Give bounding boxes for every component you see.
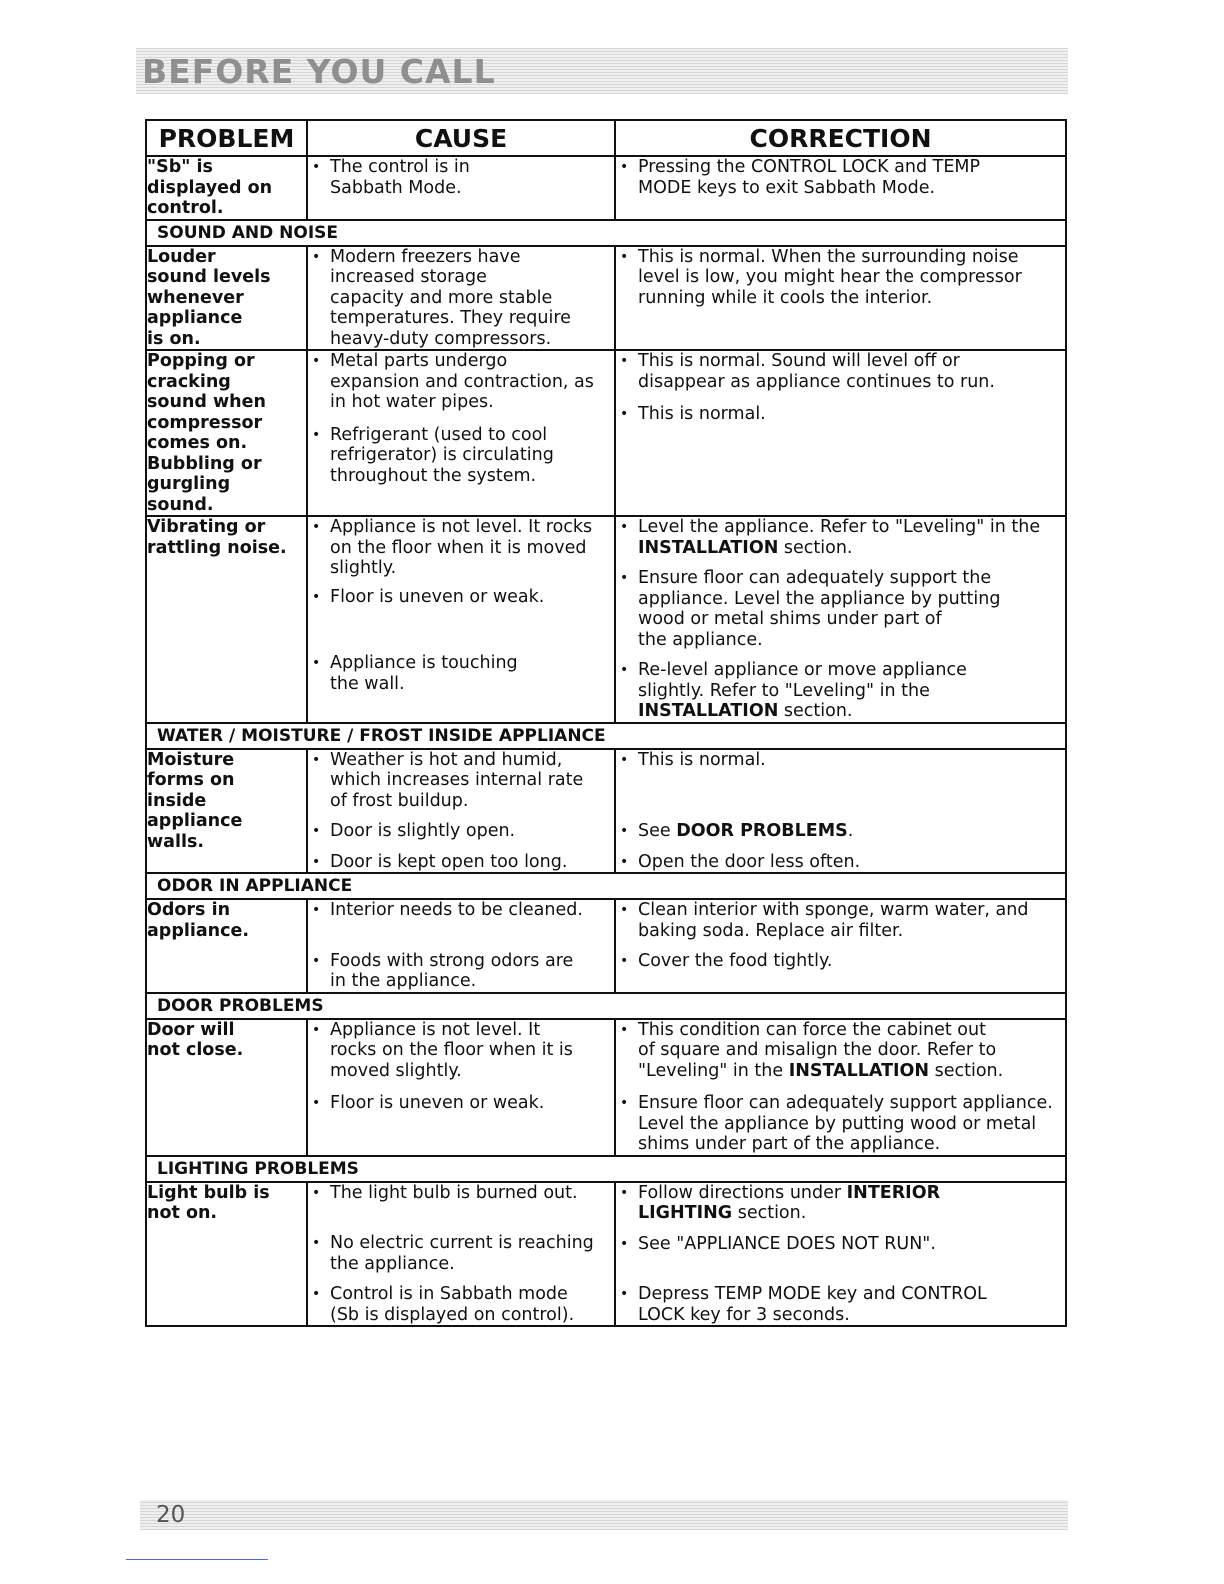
correction-cell [615, 156, 1066, 220]
table-row [146, 1182, 1066, 1327]
table-header-row [146, 120, 1066, 156]
header-cause: CAUSE [307, 120, 615, 156]
cause-cell [307, 1019, 615, 1156]
troubleshooting-table [145, 119, 1067, 1327]
correction-text: . [847, 821, 854, 841]
correction-item [616, 750, 1065, 771]
cause-item: • Metal parts undergo expansion and contraction, as in hot water pipes. [308, 351, 614, 413]
cause-item: • Appliance is touching the wall. [308, 653, 614, 694]
section-row [146, 873, 1066, 899]
cause-item: • Refrigerant (used to cool refrigerator) is circulating throughout the system. [308, 425, 614, 487]
section-door-problems: DOOR PROBLEMS [146, 993, 1066, 1019]
cause-item: • Foods with strong odors are in the appliance. [308, 951, 614, 992]
correction-text: section. [929, 1060, 1004, 1081]
correction-text: Follow directions under [638, 1182, 847, 1203]
footer-divider [126, 1559, 268, 1560]
correction-bold: INSTALLATION [638, 701, 779, 721]
problem-cell: Light bulb is not on. [146, 1182, 307, 1327]
cause-item: • Control is in Sabbath mode (Sb is displayed on control). [308, 1284, 614, 1325]
cause-item: • No electric current is reaching the appliance. [308, 1233, 614, 1274]
section-water-moisture-frost: WATER / MOISTURE / FROST INSIDE APPLIANCE [146, 723, 1066, 749]
correction-item [616, 517, 1065, 558]
cause-item: • Appliance is not level. It rocks on the floor when it is moved slightly. [308, 517, 614, 579]
correction-text: This is normal. [638, 749, 766, 770]
cause-cell [307, 350, 615, 516]
correction-text: Depress TEMP MODE key and CONTROL LOCK key for 3 seconds. [638, 1284, 987, 1325]
section-lighting-problems: LIGHTING PROBLEMS [146, 1156, 1066, 1182]
correction-text: Level the appliance. Refer to "Leveling" in the [638, 517, 1041, 537]
correction-item [616, 1183, 1065, 1224]
correction-text: See [638, 821, 677, 841]
table-row [146, 749, 1066, 874]
problem-cell: Popping or cracking sound when compressor comes on. Bubbling or gurgling sound. [146, 350, 307, 516]
problem-cell: Door will not close. [146, 1019, 307, 1156]
problem-cell: "Sb" is displayed on control. [146, 156, 307, 220]
cause-cell [307, 156, 615, 220]
cause-item: • The control is in Sabbath Mode. [308, 157, 614, 198]
correction-cell [615, 1019, 1066, 1156]
correction-text: Open the door less often. [638, 851, 861, 872]
correction-item [616, 821, 1065, 842]
header-correction: CORRECTION [615, 120, 1066, 156]
correction-bold: DOOR PROBLEMS [676, 821, 848, 841]
cause-cell [307, 516, 615, 723]
table-row [146, 516, 1066, 723]
cause-cell [307, 246, 615, 351]
correction-item [616, 660, 1065, 722]
correction-item [616, 568, 1065, 650]
correction-text: section. [732, 1203, 807, 1223]
cause-item: • Floor is uneven or weak. [308, 1093, 614, 1114]
correction-item: • This is normal. [616, 404, 1065, 425]
correction-text: Ensure floor can adequately support appliance. Level the appliance by putting wood or metal shims under part of the appliance. [638, 1093, 1053, 1154]
section-row [146, 1156, 1066, 1182]
table-row [146, 350, 1066, 516]
correction-cell [615, 246, 1066, 351]
correction-item [616, 852, 1065, 873]
footer-bar [140, 1500, 1068, 1530]
cause-item: • Modern freezers have increased storage capacity and more stable temperatures. They require heavy-duty compressors. [308, 247, 614, 350]
correction-text: This condition can force the cabinet out of square and misalign the door. Refer to "Leveling" in the [638, 1019, 997, 1081]
table-row [146, 246, 1066, 351]
correction-item: • Clean interior with sponge, warm water, and baking soda. Replace air filter. [616, 900, 1065, 941]
cause-cell [307, 899, 615, 993]
correction-text: Re-level appliance or move appliance slightly. Refer to "Leveling" in the [638, 660, 967, 701]
cause-item: • Weather is hot and humid, which increases internal rate of frost buildup. [308, 750, 614, 812]
correction-bold: INTERIOR LIGHTING [638, 1182, 941, 1223]
page-number: 20 [156, 1502, 186, 1528]
correction-text: See "APPLIANCE DOES NOT RUN". [638, 1233, 936, 1254]
correction-cell [615, 350, 1066, 516]
correction-item: • Pressing the CONTROL LOCK and TEMP MODE keys to exit Sabbath Mode. [616, 157, 1065, 198]
header-banner [136, 48, 1068, 94]
section-row [146, 723, 1066, 749]
problem-cell: Moisture forms on inside appliance walls. [146, 749, 307, 874]
correction-item: • This is normal. Sound will level off or disappear as appliance continues to run. [616, 351, 1065, 392]
correction-item [616, 1234, 1065, 1255]
correction-bold: INSTALLATION [788, 1060, 930, 1081]
table-row [146, 1019, 1066, 1156]
problem-cell: Louder sound levels whenever appliance is on. [146, 246, 307, 351]
correction-item [616, 1093, 1065, 1155]
problem-cell: Vibrating or rattling noise. [146, 516, 307, 723]
cause-item: • The light bulb is burned out. [308, 1183, 614, 1204]
cause-cell [307, 749, 615, 874]
table-row [146, 899, 1066, 993]
cause-item: • Interior needs to be cleaned. [308, 900, 614, 921]
correction-item [616, 1284, 1065, 1325]
section-sound-and-noise: SOUND AND NOISE [146, 220, 1066, 246]
correction-cell [615, 516, 1066, 723]
page-title: BEFORE YOU CALL [142, 52, 496, 91]
correction-cell [615, 749, 1066, 874]
correction-text: Ensure floor can adequately support the appliance. Level the appliance by putting wood or metal shims under part of the appliance. [638, 568, 1001, 650]
cause-item: • Door is slightly open. [308, 821, 614, 842]
header-problem: PROBLEM [146, 120, 307, 156]
table-row [146, 156, 1066, 220]
cause-item: • Appliance is not level. It rocks on the floor when it is moved slightly. [308, 1020, 614, 1082]
correction-text: section. [778, 537, 853, 558]
correction-cell [615, 1182, 1066, 1327]
correction-bold: INSTALLATION [638, 537, 779, 558]
section-row [146, 220, 1066, 246]
section-row [146, 993, 1066, 1019]
correction-item: • This is normal. When the surrounding noise level is low, you might hear the compressor running while it cools the interior. [616, 247, 1065, 309]
correction-text: section. [778, 701, 853, 721]
correction-cell [615, 899, 1066, 993]
section-odor-in-appliance: ODOR IN APPLIANCE [146, 873, 1066, 899]
cause-item: • Door is kept open too long. [308, 852, 614, 873]
cause-item: • Floor is uneven or weak. [308, 587, 614, 608]
correction-item [616, 1020, 1065, 1082]
cause-cell [307, 1182, 615, 1327]
problem-cell: Odors in appliance. [146, 899, 307, 993]
correction-item: • Cover the food tightly. [616, 951, 1065, 972]
